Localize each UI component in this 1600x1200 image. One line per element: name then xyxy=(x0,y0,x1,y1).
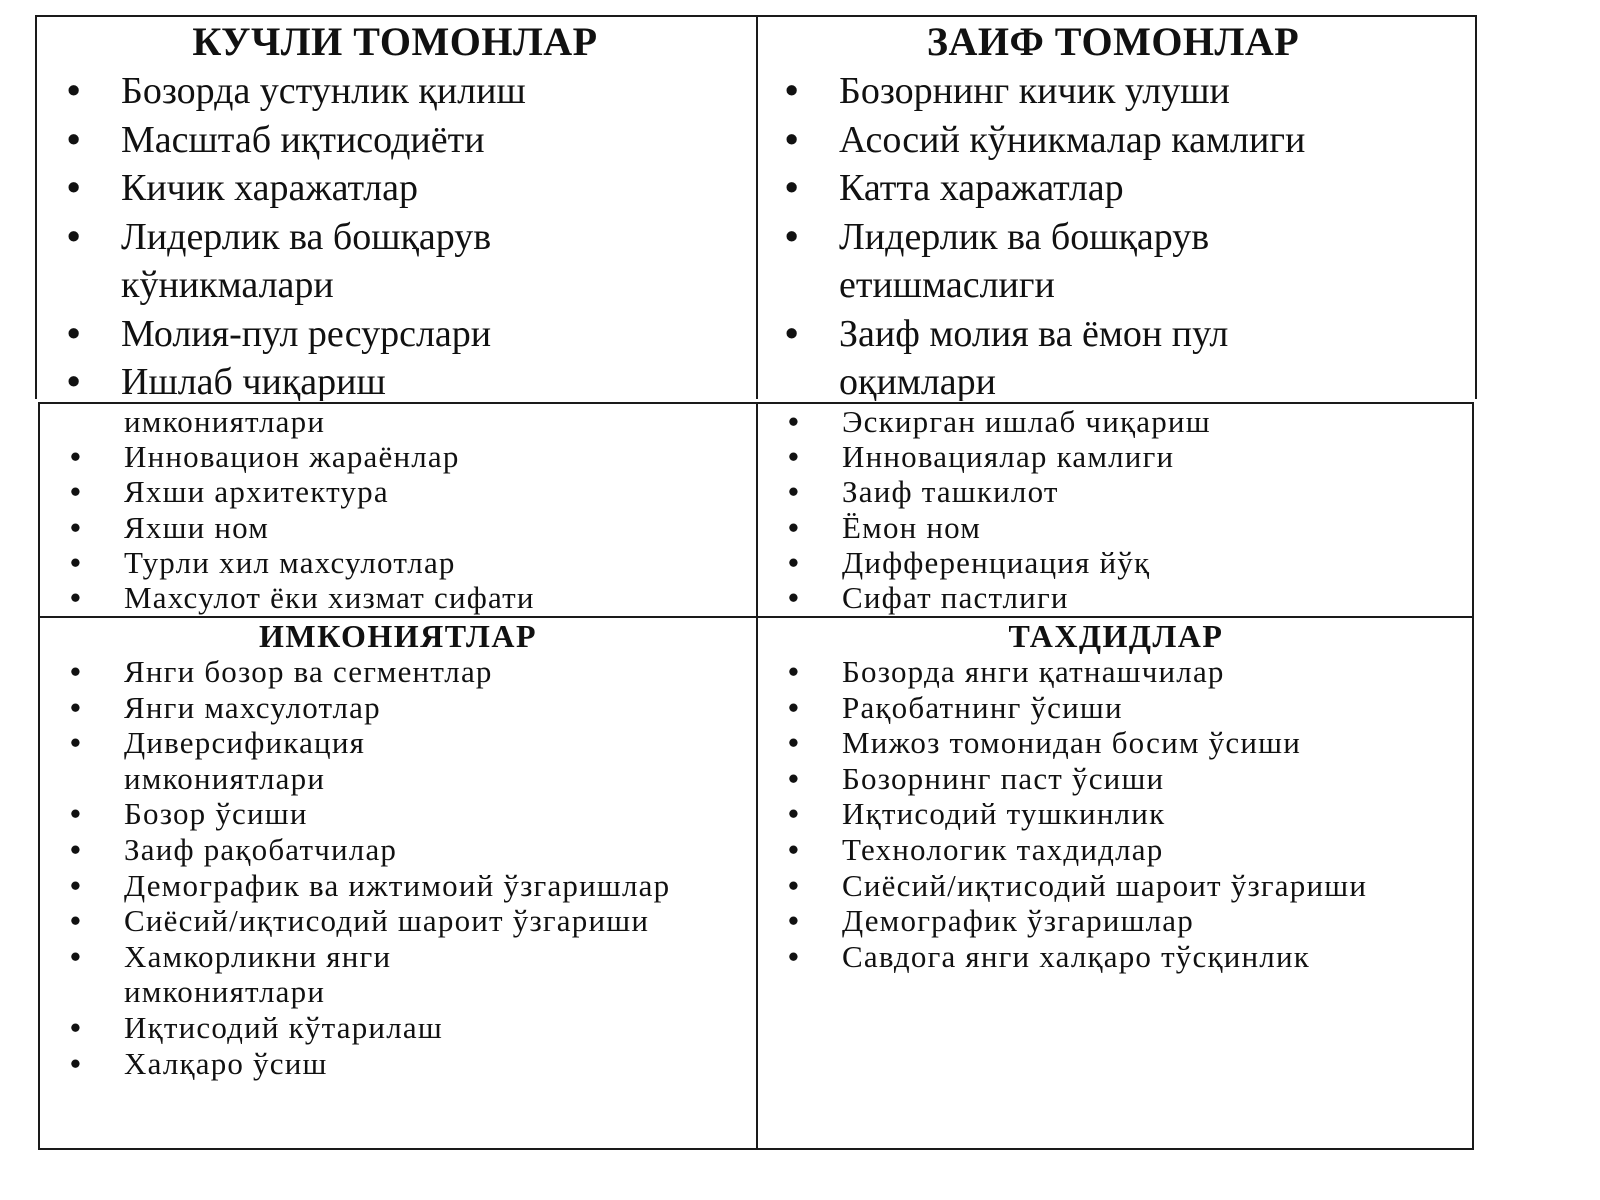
list-item: • Демографик ва ижтимоий ўзгаришлар xyxy=(70,867,671,903)
opportunities-heading: ИМКОНИЯТЛАР xyxy=(258,618,538,654)
bullet-icon: • xyxy=(70,938,83,974)
list-item: • Бозорнинг кичик улуши xyxy=(839,67,1449,116)
bullet-icon: • xyxy=(788,831,801,867)
list-item: • Асосий кўникмалар камлиги xyxy=(839,116,1459,165)
threats-list xyxy=(788,654,1474,974)
swot-bottom-block xyxy=(38,616,1474,1150)
bullet-icon: • xyxy=(70,439,83,475)
bullet-icon: • xyxy=(785,215,799,258)
list-item: • Рақобатнинг ўсиши xyxy=(788,689,1123,725)
bullet-icon: • xyxy=(70,1009,83,1045)
bullet-icon: • xyxy=(788,760,801,796)
list-item: • Масштаб иқтисодиёти xyxy=(121,116,681,165)
strengths-continued-list xyxy=(70,404,756,616)
weaknesses-heading: ЗАИФ ТОМОНЛАР xyxy=(926,19,1300,64)
bullet-icon: • xyxy=(788,654,801,689)
bullet-icon: • xyxy=(785,118,799,161)
bullet-icon: • xyxy=(67,361,81,401)
bullet-icon: • xyxy=(70,580,83,616)
list-item: • Эскирган ишлаб чиқариш xyxy=(788,404,1211,439)
bullet-icon: • xyxy=(70,1045,83,1081)
bullet-icon: • xyxy=(70,867,83,903)
swot-top-block xyxy=(35,15,1477,399)
list-item: • Бозорда янги қатнашчилар xyxy=(788,654,1225,689)
bullet-icon: • xyxy=(70,654,83,689)
list-item: • Яхши ном xyxy=(70,509,270,545)
list-item: • Халқаро ўсиш xyxy=(70,1045,328,1081)
opportunities-list xyxy=(70,654,756,1081)
swot-middle-block xyxy=(38,402,1474,618)
bullet-icon: • xyxy=(67,167,81,209)
bullet-icon: • xyxy=(788,938,801,974)
threats-cell xyxy=(758,618,1474,1148)
bullet-icon: • xyxy=(788,689,801,725)
list-item: • Технологик тахдидлар xyxy=(788,831,1164,867)
bullet-icon: • xyxy=(70,544,83,580)
bullet-icon: • xyxy=(788,439,801,475)
list-item: • Мижоз томонидан босим ўсиши xyxy=(788,725,1301,761)
bullet-icon: • xyxy=(788,725,801,761)
list-item: • Кичик харажатлар xyxy=(121,164,681,213)
list-item: • Савдога янги халқаро тўсқинлик xyxy=(788,938,1311,974)
bullet-icon: • xyxy=(70,509,83,545)
weaknesses-continued-cell xyxy=(758,404,1474,616)
list-item: • Ишлаб чиқариш xyxy=(121,358,681,401)
bullet-icon: • xyxy=(788,544,801,580)
strengths-list xyxy=(67,67,753,401)
bullet-icon: • xyxy=(788,404,801,439)
list-item: • Махсулот ёки хизмат сифати xyxy=(70,580,535,616)
list-item: • Турли хил махсулотлар xyxy=(70,544,456,580)
bullet-icon: • xyxy=(70,903,83,939)
bullet-icon: • xyxy=(70,796,83,832)
list-item: • Заиф рақобатчилар xyxy=(70,831,398,867)
list-item: • Лидерлик ва бошқарув кўникмалари xyxy=(121,213,621,310)
list-item: • Лидерлик ва бошқарув етишмаслиги xyxy=(839,213,1339,310)
list-item: • Демографик ўзгаришлар xyxy=(788,903,1194,939)
bullet-icon: • xyxy=(788,867,801,903)
opportunities-cell xyxy=(40,618,756,1148)
bullet-icon: • xyxy=(788,580,801,616)
list-item: • Сиёсий/иқтисодий шароит ўзгариши xyxy=(788,867,1368,903)
weaknesses-list xyxy=(785,67,1471,401)
bullet-icon: • xyxy=(785,167,799,209)
strengths-heading: КУЧЛИ ТОМОНЛАР xyxy=(192,19,598,64)
list-item: • Хамкорликни янги имкониятлари xyxy=(70,938,392,1010)
bullet-icon: • xyxy=(788,509,801,545)
list-item: • Молия-пул ресурслари xyxy=(121,310,681,359)
list-item: • Бозорда устунлик қилиш xyxy=(121,67,681,116)
bullet-icon: • xyxy=(788,903,801,939)
threats-heading: ТАХДИДЛАР xyxy=(1008,618,1224,654)
list-item: • Инновацион жараёнлар xyxy=(70,439,460,475)
bullet-icon: • xyxy=(67,70,81,112)
bullet-icon: • xyxy=(788,796,801,832)
list-item: имкониятлари xyxy=(124,404,326,439)
weaknesses-cell xyxy=(755,17,1471,401)
strengths-continued-cell xyxy=(40,404,756,616)
weaknesses-continued-list xyxy=(788,404,1474,616)
bullet-icon: • xyxy=(67,312,81,355)
list-item: • Сиёсий/иқтисодий шароит ўзгариши xyxy=(70,903,650,939)
bullet-icon: • xyxy=(67,118,81,161)
list-item: • Иқтисодий тушкинлик xyxy=(788,796,1166,832)
bullet-icon: • xyxy=(70,725,83,761)
bullet-icon: • xyxy=(70,474,83,510)
list-item: • Бозорнинг паст ўсиши xyxy=(788,760,1165,796)
list-item: • Дифференциация йўқ xyxy=(788,544,1151,580)
bullet-icon: • xyxy=(785,70,799,112)
bullet-icon: • xyxy=(785,312,799,355)
list-item: • Заиф молия ва ёмон пул оқимлари xyxy=(839,310,1359,402)
list-item: • Яхши архитектура xyxy=(70,474,389,510)
list-item: • Диверсификация имкониятлари xyxy=(70,725,366,796)
list-item: • Инновациялар камлиги xyxy=(788,439,1175,475)
list-item: • Сифат пастлиги xyxy=(788,580,1069,616)
list-item: • Катта харажатлар xyxy=(839,164,1449,213)
bullet-icon: • xyxy=(70,689,83,725)
list-item: • Заиф ташкилот xyxy=(788,474,1059,510)
strengths-cell xyxy=(37,17,753,401)
bullet-icon: • xyxy=(70,831,83,867)
list-item: • Янги бозор ва сегментлар xyxy=(70,654,493,689)
list-item: • Бозор ўсиши xyxy=(70,796,308,832)
list-item: • Ёмон ном xyxy=(788,509,982,545)
list-item: • Иқтисодий кўтарилаш xyxy=(70,1009,443,1045)
bullet-icon: • xyxy=(788,474,801,510)
list-item: • Янги махсулотлар xyxy=(70,689,381,725)
bullet-icon: • xyxy=(67,215,81,258)
